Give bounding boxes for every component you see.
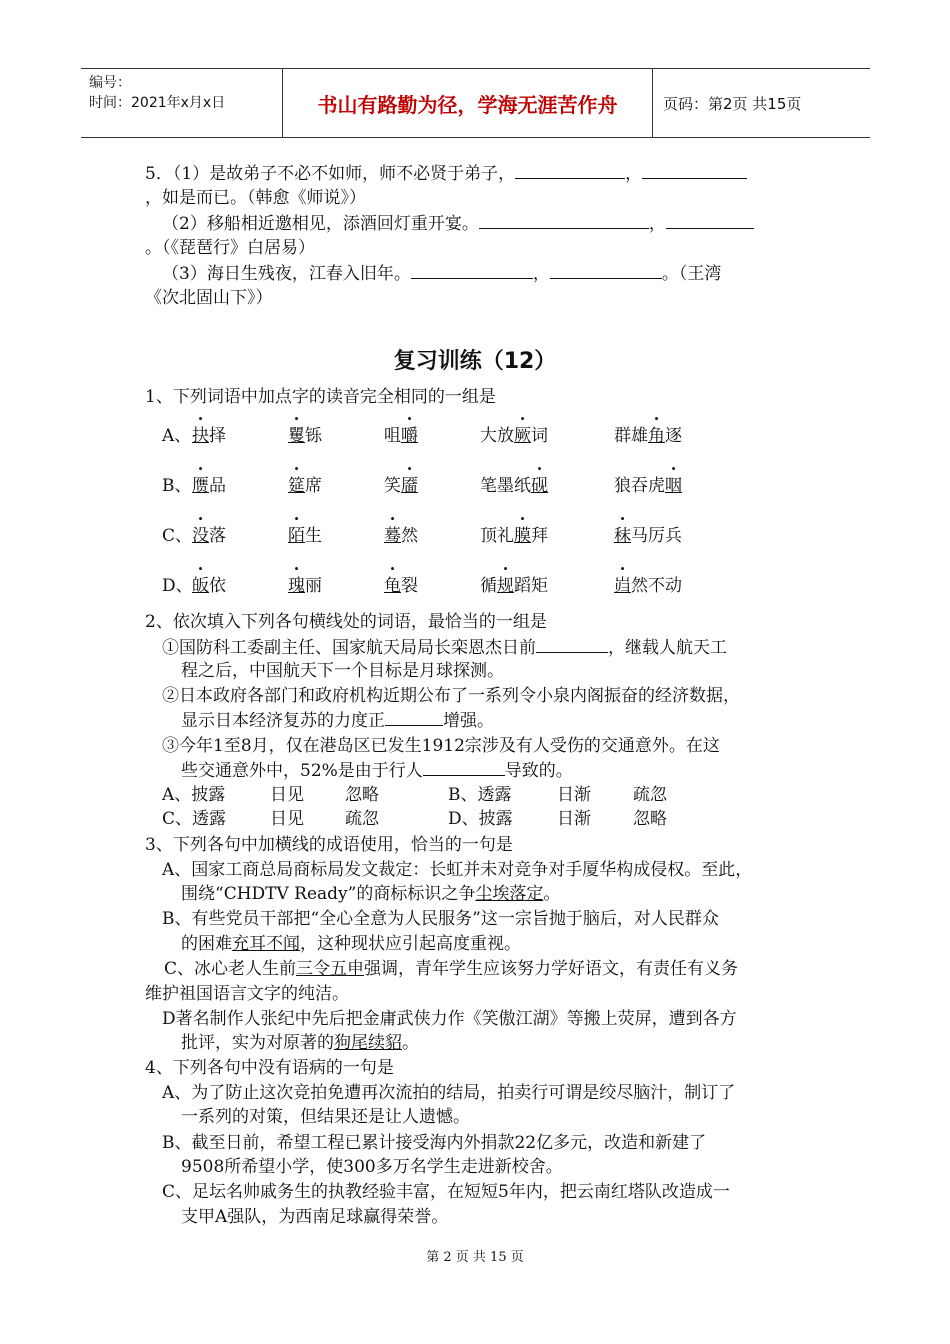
- q5-line-1: 5．（1）是故弟子不必不如师，师不必贤于弟子， ，: [145, 162, 747, 185]
- q1-row-b-label: B、: [162, 476, 192, 496]
- q5-line-5: （3）海日生残夜，江春入旧年。 ， 。（王湾: [162, 264, 722, 284]
- q1-b-item-1: 赝品: [192, 476, 226, 496]
- q3-stem: 3、下列各句中加横线的成语使用，恰当的一句是: [145, 835, 513, 855]
- q3-option-d: D著名制作人张纪中先后把金庸武侠力作《笑傲江湖》等搬上荧屏，遭到各方: [162, 1009, 737, 1029]
- q4-option-a-cont: 一系列的对策，但结果还是让人遗憾。: [181, 1107, 470, 1127]
- q3-option-a-cont: 围绕“CHDTV Ready”的商标标识之争尘埃落定。: [181, 884, 561, 904]
- q1-b-item-5: 狼吞虎咽: [614, 476, 682, 496]
- answer-blank: [642, 162, 747, 179]
- q2-sentence-1-cont: 程之后，中国航天下一个目标是月球探测。: [181, 661, 504, 681]
- underlined-idiom: 三令五申: [296, 959, 365, 979]
- q5-line-6: 《次北固山下》）: [145, 288, 273, 308]
- q2-option-c-word-2: 日见: [270, 809, 304, 829]
- page-header: [81, 68, 870, 138]
- q2-option-b-word-2: 日渐: [557, 785, 591, 805]
- underlined-idiom: 尘埃落定: [475, 884, 544, 904]
- q1-a-item-1: 抉择: [192, 426, 226, 446]
- underlined-idiom: 充耳不闻: [232, 934, 300, 954]
- q2-stem: 2、依次填入下列各句横线处的词语，最恰当的一组是: [145, 612, 547, 632]
- answer-blank: [411, 262, 533, 279]
- q1-stem: 1、下列词语中加点字的读音完全相同的一组是: [145, 387, 496, 407]
- q1-b-item-2: 筵席: [288, 476, 322, 496]
- q1-c-item-3: 蓦然: [384, 526, 418, 546]
- q5-line-2: ，如是而已。（韩愈《师说》）: [145, 188, 366, 208]
- number-label: 编号：: [89, 75, 131, 91]
- q1-b-item-4: 笔墨纸砚: [480, 476, 548, 496]
- answer-blank: [536, 636, 608, 653]
- q2-sentence-1: ①国防科工委副主任、国家航天局局长栾恩杰日前 ，继载人航天工: [162, 638, 727, 658]
- q1-a-item-3: 咀嚼: [384, 426, 418, 446]
- q4-option-a: A、为了防止这次竞拍免遭再次流拍的结局，拍卖行可谓是绞尽脑汁，制订了: [162, 1083, 736, 1103]
- q1-row-c-label: C、: [162, 526, 193, 546]
- q1-row-a-label: A、: [162, 426, 192, 446]
- page-footer: 第 2 页 共 15 页: [426, 1250, 524, 1265]
- q2-sentence-2: ②日本政府各部门和政府机构近期公布了一系列令小泉内阁振奋的经济数据，: [162, 686, 740, 706]
- q1-c-item-5: 秣马厉兵: [614, 526, 682, 546]
- header-meta: [81, 69, 283, 137]
- q3-option-b-cont: 的困难充耳不闻，这种现状应引起高度重视。: [181, 934, 521, 954]
- q2-option-a-word-2: 日见: [270, 785, 304, 805]
- q1-a-item-5: 群雄角逐: [614, 426, 682, 446]
- q3-option-a: A、国家工商总局商标局发文裁定：长虹并未对竞争对手厦华构成侵权。至此，: [162, 860, 753, 880]
- q2-option-c-word-3: 疏忽: [345, 809, 379, 829]
- q1-b-item-3: 笑靥: [384, 476, 418, 496]
- q5-line-4: 。（《琵琶行》白居易）: [145, 238, 315, 258]
- q5-line-3: （2）移船相近邀相见，添酒回灯重开宴。 ，: [162, 212, 754, 235]
- header-motto: 书山有路勤为径，学海无涯苦作舟: [283, 69, 653, 137]
- q4-stem: 4、下列各句中没有语病的一句是: [145, 1058, 394, 1078]
- q2-option-b-word-3: 疏忽: [633, 785, 667, 805]
- q4-option-b-cont: 9508所希望小学，使300多万名学生走进新校舍。: [181, 1157, 563, 1177]
- q1-c-item-2: 陌生: [288, 526, 322, 546]
- q2-option-c: C、透露: [162, 809, 227, 829]
- answer-blank: [385, 709, 443, 726]
- answer-blank: [550, 262, 662, 279]
- q1-row-d-label: D、: [162, 576, 193, 596]
- q1-d-item-4: 循规蹈矩: [480, 576, 548, 596]
- answer-blank: [515, 162, 625, 179]
- q2-sentence-2-cont: 显示日本经济复苏的力度正 增强。: [181, 711, 494, 731]
- q2-option-a: A、披露: [162, 785, 226, 805]
- q1-d-item-5: 岿然不动: [614, 576, 682, 596]
- q3-option-b: B、有些党员干部把“全心全意为人民服务”这一宗旨抛于脑后，对人民群众: [162, 909, 719, 929]
- q4-option-b: B、截至日前，希望工程已累计接受海内外捐款22亿多元，改造和新建了: [162, 1133, 707, 1153]
- q1-a-item-4: 大放厥词: [480, 426, 548, 446]
- q2-option-a-word-3: 忽略: [345, 785, 379, 805]
- section-title: 复习训练（12）: [393, 349, 557, 374]
- q1-c-item-1: 没落: [192, 526, 226, 546]
- q4-option-c: C、足坛名帅戚务生的执教经验丰富，在短短5年内，把云南红塔队改造成一: [162, 1182, 730, 1202]
- q2-sentence-3: ③今年1至8月，仅在港岛区已发生1912宗涉及有人受伤的交通意外。在这: [162, 736, 720, 756]
- q2-option-b: B、透露: [448, 785, 512, 805]
- q3-option-c: C、冰心老人生前三令五申强调，青年学生应该努力学好语文，有责任有义务: [164, 959, 739, 979]
- q2-option-d-word-2: 日渐: [557, 809, 591, 829]
- header-page-info: 页码：第2页 共15页: [663, 94, 802, 113]
- q1-d-item-2: 瑰丽: [288, 576, 322, 596]
- answer-blank: [666, 212, 754, 229]
- q3-option-d-cont: 批评，实为对原著的狗尾续貂。: [181, 1033, 419, 1053]
- answer-blank: [423, 759, 505, 776]
- q2-option-d-word-3: 忽略: [633, 809, 667, 829]
- q4-option-c-cont: 支甲A强队，为西南足球赢得荣誉。: [181, 1207, 449, 1227]
- q2-sentence-3-cont: 些交通意外中，52%是由于行人 导致的。: [181, 761, 573, 781]
- q1-d-item-1: 皈依: [192, 576, 226, 596]
- time-label: 时间：2021年x月x日: [89, 95, 226, 111]
- q3-option-c-cont: 维护祖国语言文字的纯洁。: [145, 984, 349, 1004]
- q2-option-d: D、披露: [448, 809, 513, 829]
- q1-c-item-4: 顶礼膜拜: [480, 526, 548, 546]
- q1-a-item-2: 矍铄: [288, 426, 322, 446]
- q1-d-item-3: 龟裂: [384, 576, 418, 596]
- underlined-idiom: 狗尾续貂: [334, 1033, 402, 1053]
- answer-blank: [479, 212, 649, 229]
